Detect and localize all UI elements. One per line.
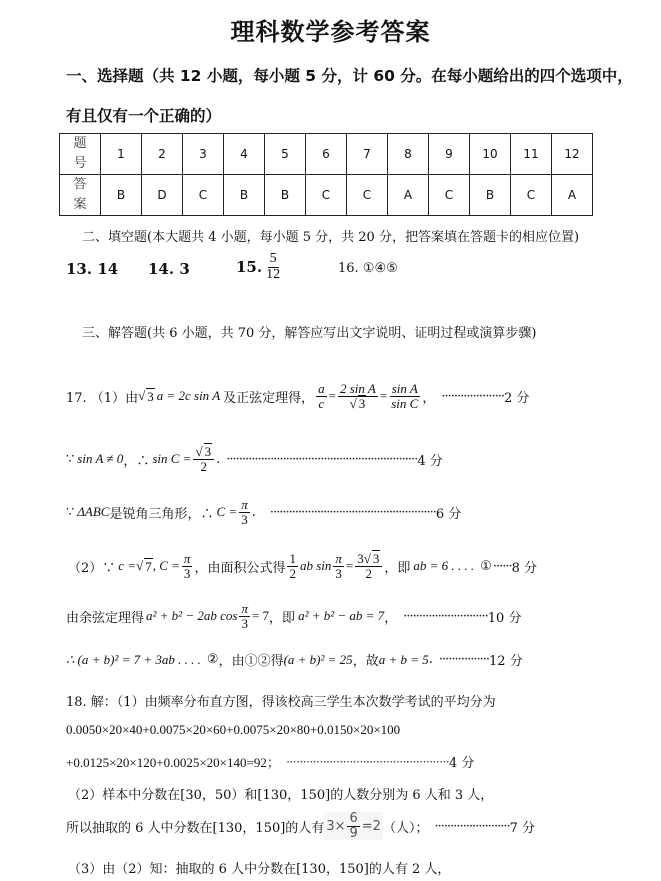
q17-part2-prefix: （2）∵ xyxy=(68,560,116,576)
q17-line6 xyxy=(66,650,523,669)
math-expression: sin C = xyxy=(152,451,192,467)
math-expression: ab = 6 . . . . xyxy=(413,558,475,574)
section2-heading: 二、填空题(本大题共 4 小题，每小题 5 分，共 20 分，把答案填在答题卡的相应位置) xyxy=(82,230,580,245)
header-char: 案 xyxy=(73,197,87,212)
leader-dots: ··························· xyxy=(403,608,488,624)
text: 是锐角三角形，∴ xyxy=(109,506,214,522)
sqrt-symbol: √ xyxy=(136,558,144,574)
table-cell-number: 3 xyxy=(183,134,224,175)
sqrt-radicand: 3 xyxy=(358,395,366,411)
q18-line6: （3）由（2）知：抽取的 6 人中分数在[130，150]的人有 2 人， xyxy=(68,862,451,877)
fraction-6-over-9 xyxy=(347,812,359,840)
fraction-denominator: √ 3 xyxy=(349,395,366,411)
equals-sign: = xyxy=(345,558,354,574)
math-expression: sin A ≠ 0 xyxy=(77,451,124,467)
q17-line1 xyxy=(66,382,529,410)
expression-image xyxy=(324,812,383,840)
equals-sign: = xyxy=(379,388,388,404)
table-cell-number: 6 xyxy=(306,134,347,175)
q17-line4 xyxy=(68,552,537,580)
fraction-3sqrt3-over-2 xyxy=(355,552,382,580)
fraction-pi-over-3 xyxy=(333,552,344,580)
fraction-numerator: 1 xyxy=(289,551,296,566)
fraction-a-over-c xyxy=(316,382,327,410)
q18-line4: （2）样本中分数在[30，50）和[130，150]的人数分别为 6 人和 3 人， xyxy=(68,788,494,803)
math-expression: ab sin xyxy=(299,558,332,574)
q15-fraction xyxy=(264,252,282,282)
fraction-denominator: 3 xyxy=(335,565,342,581)
table-cell-answer: C xyxy=(183,175,224,216)
math-expression: , C = xyxy=(152,558,180,574)
text: ，由①②得 xyxy=(218,654,284,669)
fraction-denominator: 3 xyxy=(241,511,248,527)
math-expression: a + b = 5 xyxy=(378,651,429,667)
fraction-numerator: 2 sin A xyxy=(340,381,376,396)
q18-line3 xyxy=(66,752,474,771)
fraction-denominator: c xyxy=(318,395,325,411)
fraction-denominator: 3 xyxy=(241,615,248,631)
header-char: 答 xyxy=(73,177,87,192)
text: 及正弦定理得， xyxy=(223,390,315,406)
equals-sign: = xyxy=(328,388,336,404)
q17-line5 xyxy=(66,602,521,630)
fraction-denominator: 3 xyxy=(183,565,191,581)
math-expression: a = 2c sin A xyxy=(156,388,221,404)
because-symbol: ∵ xyxy=(66,504,75,520)
q17-part1-prefix: 17. （1）由 xyxy=(66,390,139,406)
leader-dots: ················································· xyxy=(285,753,449,769)
fraction-denominator: 2 xyxy=(200,458,208,474)
fraction-pi-over-3 xyxy=(239,498,250,526)
score-label: 12 分 xyxy=(489,654,523,669)
header-char: 题 xyxy=(73,136,87,151)
period: . xyxy=(216,451,221,467)
leader-dots: ························ xyxy=(434,818,510,834)
fraction-numerator: 5 xyxy=(269,251,277,266)
score-label: 7 分 xyxy=(509,820,536,836)
math-expression: a² + b² − 2ab cos xyxy=(146,608,238,624)
sqrt-symbol: √ xyxy=(138,388,146,404)
sqrt-radicand: 3 xyxy=(204,444,212,459)
fraction-denominator: sin C xyxy=(391,395,419,411)
math-expression: ∴ (a + b)² = 7 + 3ab . . . . xyxy=(66,651,201,667)
q18-line1: 18. 解：（1）由频率分布直方图，得该校高三学生本次数学考试的平均分为 xyxy=(66,695,496,710)
section3-heading: 三、解答题(共 6 小题，共 70 分，解答应写出文字说明、证明过程或演算步骤) xyxy=(82,326,537,341)
math-expression: = 7 xyxy=(251,608,270,624)
circled-number: ② xyxy=(206,652,219,667)
text: ，即 xyxy=(269,610,296,626)
fraction-numerator: √ 3 xyxy=(193,445,214,460)
section1-heading-line2: 有且仅有一个正确的） xyxy=(66,107,222,125)
math-expression: c = xyxy=(118,558,137,574)
fraction-2sinA-over-sqrt3 xyxy=(338,382,378,410)
math-expression: (a + b)² = 25 xyxy=(283,651,353,667)
text: ，由面积公式得 xyxy=(194,560,286,576)
leader-dots: ················ xyxy=(438,652,490,667)
q18-line2: 0.0050×20×40+0.0075×20×60+0.0075×20×80+0.0150×20×100 xyxy=(66,722,401,737)
fraction-1-over-2 xyxy=(287,552,298,580)
text: 由余弦定理得 xyxy=(66,610,145,626)
score-label: 4 分 xyxy=(417,453,443,469)
table-cell-number: 8 xyxy=(388,134,429,175)
q15-label: 15. xyxy=(236,258,263,277)
fraction-numerator: π xyxy=(335,551,342,566)
table-cell-answer: C xyxy=(511,175,552,216)
table-cell-answer: C xyxy=(306,175,347,216)
table-cell-number: 10 xyxy=(470,134,511,175)
fraction-numerator: 6 xyxy=(349,811,358,826)
table-cell-answer: B xyxy=(101,175,142,216)
table-cell-answer: A xyxy=(388,175,429,216)
score-label: 4 分 xyxy=(448,756,475,771)
row-header-question-number xyxy=(60,134,101,175)
text: ，∴ xyxy=(123,453,150,469)
table-cell-answer: D xyxy=(142,175,183,216)
answer-q16: 16. ①④⑤ xyxy=(338,261,398,276)
fraction-numerator: sin A xyxy=(391,381,418,396)
math-expression: +0.0125×20×120+0.0025×20×140=92； xyxy=(66,755,280,770)
text: （人）； xyxy=(382,820,429,836)
table-cell-number: 5 xyxy=(265,134,306,175)
table-cell-number: 9 xyxy=(429,134,470,175)
score-label: 10 分 xyxy=(487,610,522,626)
table-cell-answer: B xyxy=(265,175,306,216)
sqrt-radicand: 3 xyxy=(147,388,154,404)
score-label: 6 分 xyxy=(435,506,462,522)
answer-q15 xyxy=(236,252,284,282)
table-cell-answer: B xyxy=(470,175,511,216)
fraction-numerator: π xyxy=(183,551,191,566)
text: ，即 xyxy=(384,560,411,576)
comma: ， xyxy=(422,390,436,406)
math-expression: =2 xyxy=(361,818,381,834)
table-row-answers xyxy=(60,175,593,216)
score-label: 2 分 xyxy=(504,390,530,406)
table-cell-number: 12 xyxy=(552,134,593,175)
fraction-pi-over-3 xyxy=(239,602,250,630)
table-cell-answer: C xyxy=(429,175,470,216)
table-cell-number: 1 xyxy=(101,134,142,175)
table-row-numbers xyxy=(60,134,593,175)
math-expression: C = xyxy=(216,504,238,520)
table-cell-number: 7 xyxy=(347,134,388,175)
table-cell-answer: C xyxy=(347,175,388,216)
page-title: 理科数学参考答案 xyxy=(230,18,431,46)
score-label: 8 分 xyxy=(511,560,538,576)
answer-q14: 14. 3 xyxy=(148,260,190,278)
leader-dots: ····················································· xyxy=(269,504,436,520)
row-header-answer xyxy=(60,175,101,216)
period: . xyxy=(251,504,256,520)
text: ，故 xyxy=(352,654,379,669)
fraction-numerator: π xyxy=(241,601,248,616)
q17-line2 xyxy=(66,445,443,473)
table-cell-number: 11 xyxy=(511,134,552,175)
fraction-sqrt3-over-2 xyxy=(193,445,214,473)
fraction-sinA-over-sinC xyxy=(389,382,420,410)
q18-line5 xyxy=(66,812,535,840)
circled-number: ① xyxy=(480,558,492,574)
math-expression: 3× xyxy=(326,818,346,834)
answer-q13: 13. 14 xyxy=(66,260,119,278)
because-symbol: ∵ xyxy=(66,451,75,467)
math-expression: ΔABC xyxy=(77,504,110,520)
sqrt-radicand: 3 xyxy=(372,551,380,566)
fraction-denominator: 12 xyxy=(266,266,281,282)
leader-dots: ···················· xyxy=(441,388,504,404)
table-cell-number: 4 xyxy=(224,134,265,175)
fraction-numerator: π xyxy=(241,497,248,512)
leader-dots: ······ xyxy=(492,558,512,574)
header-char: 号 xyxy=(73,156,87,171)
period: . xyxy=(428,652,433,667)
sqrt-radicand: 7 xyxy=(145,558,152,574)
table-cell-answer: A xyxy=(552,175,593,216)
fraction-pi-over-3 xyxy=(182,552,193,580)
fraction-denominator: 9 xyxy=(349,825,358,841)
table-cell-answer: B xyxy=(224,175,265,216)
math-expression: a² + b² − ab = 7 xyxy=(298,608,385,624)
comma: ， xyxy=(384,610,398,626)
fraction-denominator: 2 xyxy=(365,565,373,581)
text: 所以抽取的 6 人中分数在[130，150]的人有 xyxy=(66,820,325,836)
fraction-numerator: a xyxy=(318,381,325,396)
coefficient: 3 xyxy=(357,551,364,566)
fraction-denominator: 2 xyxy=(289,565,296,581)
table-cell-number: 2 xyxy=(142,134,183,175)
section1-heading-line1: 一、选择题（共 12 小题，每小题 5 分，计 60 分。在每小题给出的四个选项中， xyxy=(66,67,633,85)
answer-table xyxy=(59,133,593,216)
fraction-numerator: 3√ 3 xyxy=(355,552,382,567)
leader-dots: ····························································· xyxy=(226,451,418,467)
q17-line3 xyxy=(66,498,461,526)
